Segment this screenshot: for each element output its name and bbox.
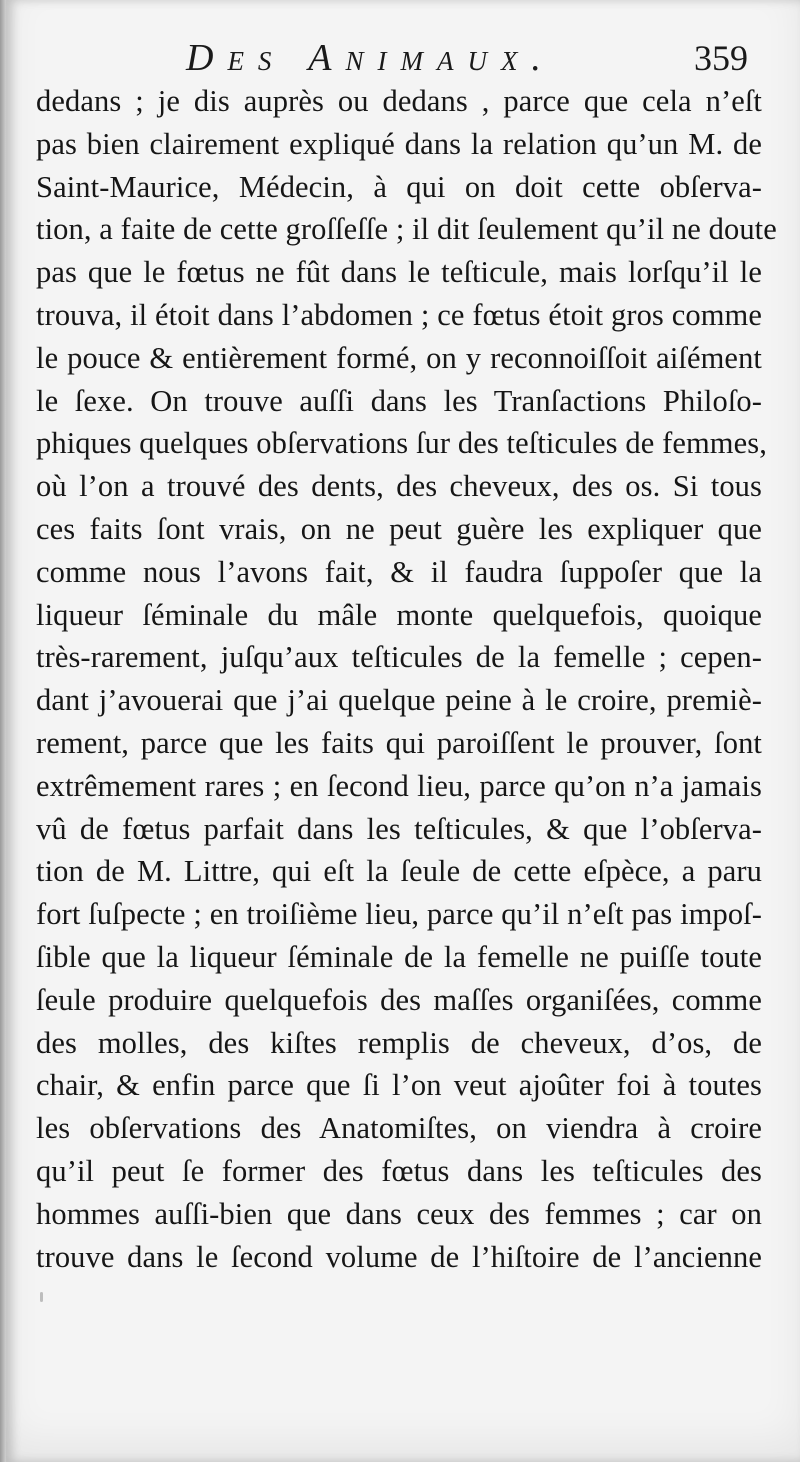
text-line: dant j’avouerai que j’ai quelque peine à le croire, premiè- <box>36 683 762 718</box>
text-line: trouve dans le ſecond volume de l’hiſtoire de l’ancienne <box>36 1239 762 1274</box>
text-line: hommes auſſi-bien que dans ceux des femmes ; car on <box>36 1196 762 1231</box>
text-line: dedans ; je dis auprès ou dedans , parce que cela n’eſt <box>36 84 762 118</box>
page-number: 359 <box>694 38 748 78</box>
text-line: pas bien clairement expliqué dans la relation qu’un M. de <box>36 126 762 161</box>
text-line: vû de fœtus parfait dans les teſticules, & que l’obſerva- <box>36 811 762 846</box>
text-line: trouva, il étoit dans l’abdomen ; ce fœtus étoit gros comme <box>36 297 762 332</box>
paper-speck <box>40 1292 43 1302</box>
text-line: le pouce & entièrement formé, on y reconnoiſſoit aiſément <box>36 340 762 375</box>
text-line: qu’il peut ſe former des fœtus dans les teſticules des <box>36 1153 762 1188</box>
text-line: chair, & enfin parce que ſi l’on veut ajoûter foi à toutes <box>36 1068 762 1103</box>
text-line: rement, parce que les faits qui paroiſſent le prouver, ſont <box>36 725 762 760</box>
text-line: où l’on a trouvé des dents, des cheveux, des os. Si tous <box>36 469 762 504</box>
text-line: le ſexe. On trouve auſſi dans les Tranſactions Philoſo- <box>36 383 762 418</box>
text-line: tion de M. Littre, qui eſt la ſeule de cette eſpèce, a paru <box>36 854 762 889</box>
text-line: ces faits ſont vrais, on ne peut guère les expliquer que <box>36 511 762 546</box>
text-line: fort ſuſpecte ; en troiſième lieu, parce qu’il n’eſt pas impoſ- <box>36 897 762 932</box>
text-line: très-rarement, juſqu’aux teſticules de la femelle ; cepen- <box>36 640 762 675</box>
running-head-title: Des Animaux. <box>186 37 555 79</box>
text-line: ſeule produire quelquefois des maſſes organiſées, comme <box>36 982 762 1017</box>
running-head <box>0 30 800 86</box>
text-line: extrêmement rares ; en ſecond lieu, parce qu’on n’a jamais <box>36 768 762 803</box>
text-line: des molles, des kiſtes remplis de cheveux, d’os, de <box>36 1025 762 1060</box>
text-line: comme nous l’avons fait, & il faudra ſuppoſer que la <box>36 554 762 589</box>
text-line: tion, a faite de cette groſſeſſe ; il dit ſeulement qu’il ne doute <box>36 212 777 247</box>
body-text <box>36 80 777 1278</box>
text-line: liqueur ſéminale du mâle monte quelquefois, quoique <box>36 597 762 632</box>
text-line: phiques quelques obſervations ſur des teſticules de femmes, <box>36 426 767 461</box>
text-line: Saint-Maurice, Médecin, à qui on doit cette obſerva- <box>36 169 762 204</box>
text-line: ſible que la liqueur ſéminale de la femelle ne puiſſe toute <box>36 939 762 974</box>
text-line: pas que le fœtus ne fût dans le teſticule, mais lorſqu’il le <box>36 255 762 290</box>
text-line: les obſervations des Anatomiſtes, on viendra à croire <box>36 1111 762 1146</box>
